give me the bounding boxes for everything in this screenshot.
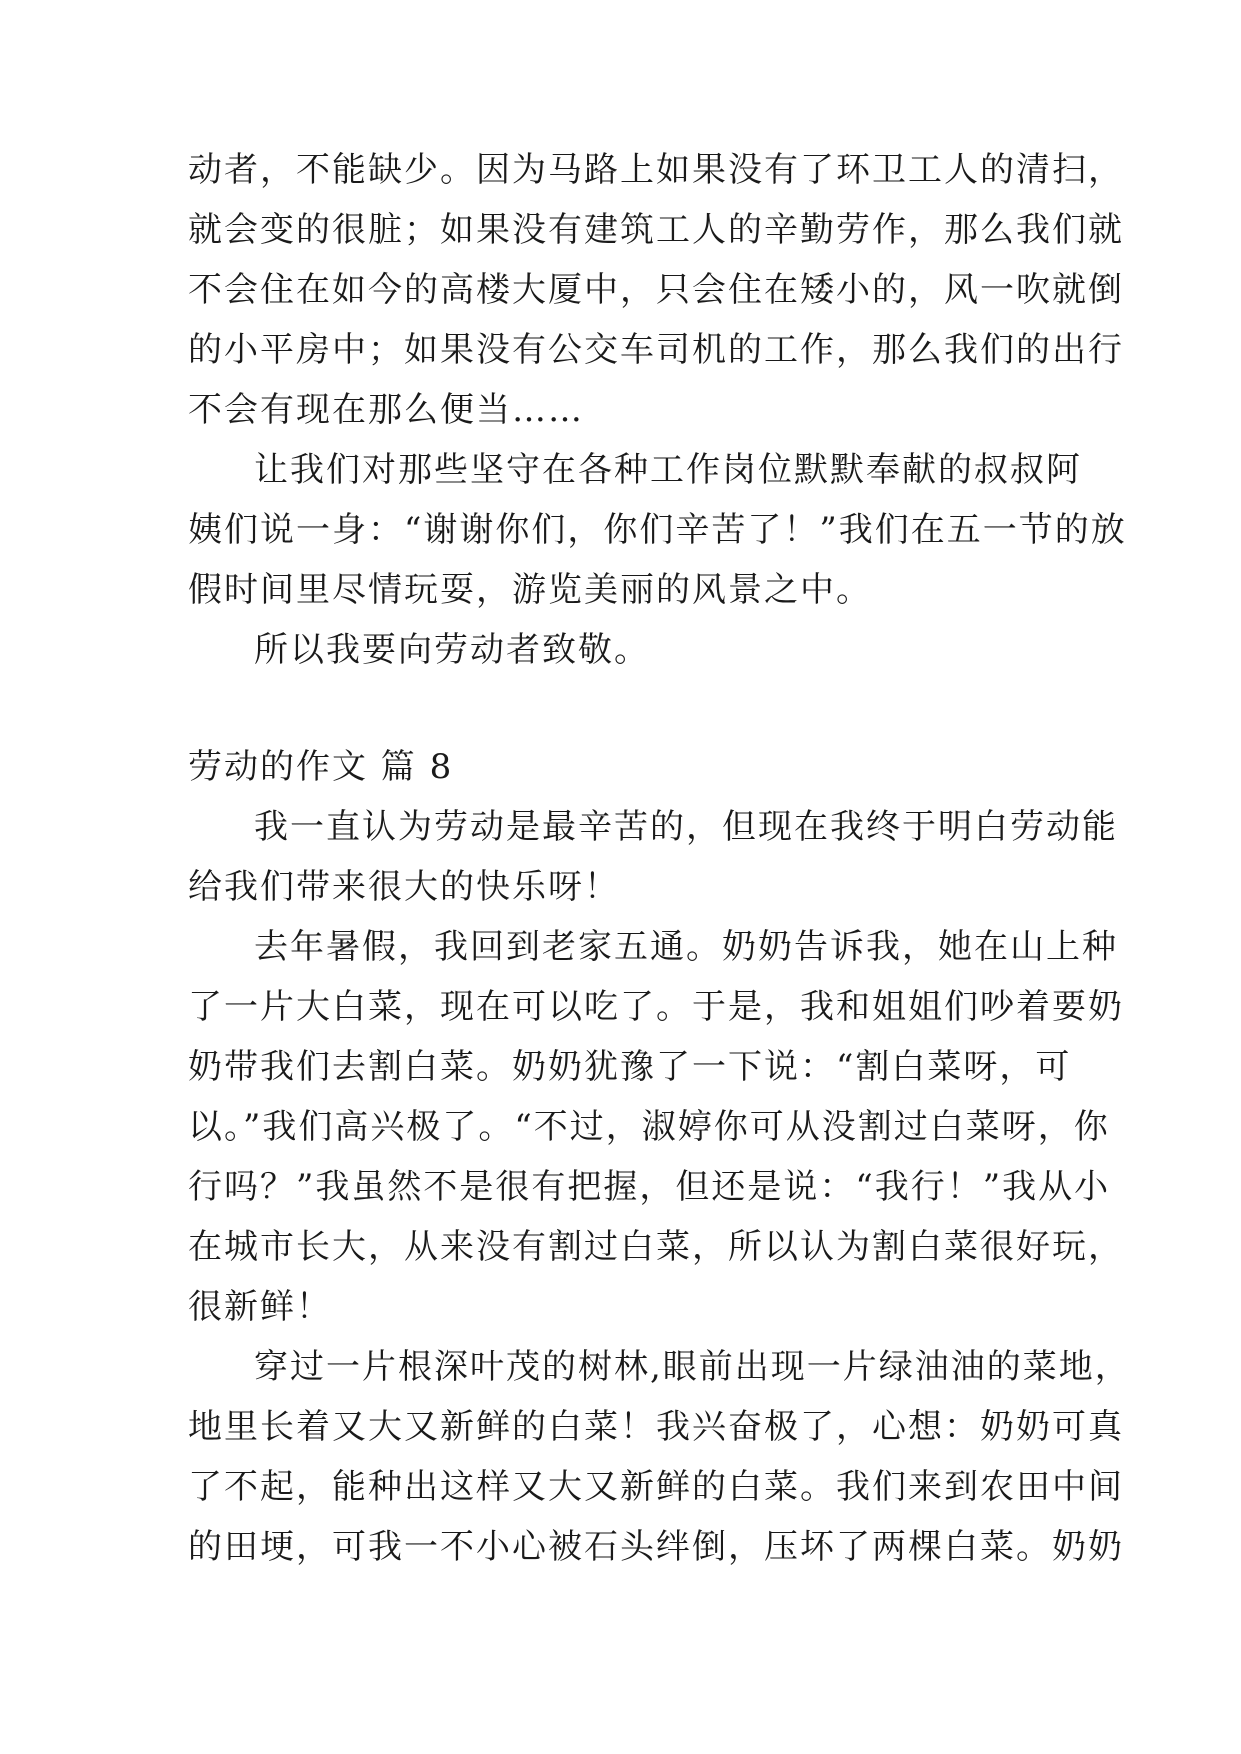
text-line: 给我们带来很大的快乐呀！ bbox=[188, 867, 620, 907]
text-line: 了不起，能种出这样又大又新鲜的白菜。我们来到农田中间 bbox=[188, 1467, 1124, 1507]
text-line: 穿过一片根深叶茂的树林,眼前出现一片绿油油的菜地， bbox=[254, 1347, 1131, 1387]
section-title: 劳动的作文 篇 8 bbox=[188, 747, 454, 787]
text-line: 奶带我们去割白菜。奶奶犹豫了一下说：“割白菜呀，可 bbox=[188, 1047, 1072, 1087]
text-line: 了一片大白菜，现在可以吃了。于是，我和姐姐们吵着要奶 bbox=[188, 987, 1124, 1027]
text-line: 去年暑假，我回到老家五通。奶奶告诉我，她在山上种 bbox=[254, 927, 1118, 967]
text-line: 的田埂，可我一不小心被石头绊倒，压坏了两棵白菜。奶奶 bbox=[188, 1527, 1124, 1567]
text-line: 让我们对那些坚守在各种工作岗位默默奉献的叔叔阿 bbox=[254, 450, 1082, 490]
text-line: 行吗？”我虽然不是很有把握，但还是说：“我行！”我从小 bbox=[188, 1167, 1111, 1207]
text-line: 不会有现在那么便当…… bbox=[188, 390, 584, 430]
text-line: 动者，不能缺少。因为马路上如果没有了环卫工人的清扫， bbox=[188, 150, 1124, 190]
text-line: 假时间里尽情玩耍，游览美丽的风景之中。 bbox=[188, 570, 872, 610]
text-line: 我一直认为劳动是最辛苦的，但现在我终于明白劳动能 bbox=[254, 807, 1118, 847]
text-line: 姨们说一身：“谢谢你们，你们辛苦了！”我们在五一节的放 bbox=[188, 510, 1127, 550]
text-line: 不会住在如今的高楼大厦中，只会住在矮小的，风一吹就倒 bbox=[188, 270, 1124, 310]
text-line: 在城市长大，从来没有割过白菜，所以认为割白菜很好玩， bbox=[188, 1227, 1124, 1267]
text-line: 的小平房中；如果没有公交车司机的工作，那么我们的出行 bbox=[188, 330, 1124, 370]
text-line: 以。”我们高兴极了。“不过，淑婷你可从没割过白菜呀，你 bbox=[188, 1107, 1110, 1147]
text-line: 就会变的很脏；如果没有建筑工人的辛勤劳作，那么我们就 bbox=[188, 210, 1124, 250]
text-line: 地里长着又大又新鲜的白菜！我兴奋极了，心想：奶奶可真 bbox=[188, 1407, 1124, 1447]
text-line: 很新鲜！ bbox=[188, 1287, 332, 1327]
text-line: 所以我要向劳动者致敬。 bbox=[254, 630, 650, 670]
